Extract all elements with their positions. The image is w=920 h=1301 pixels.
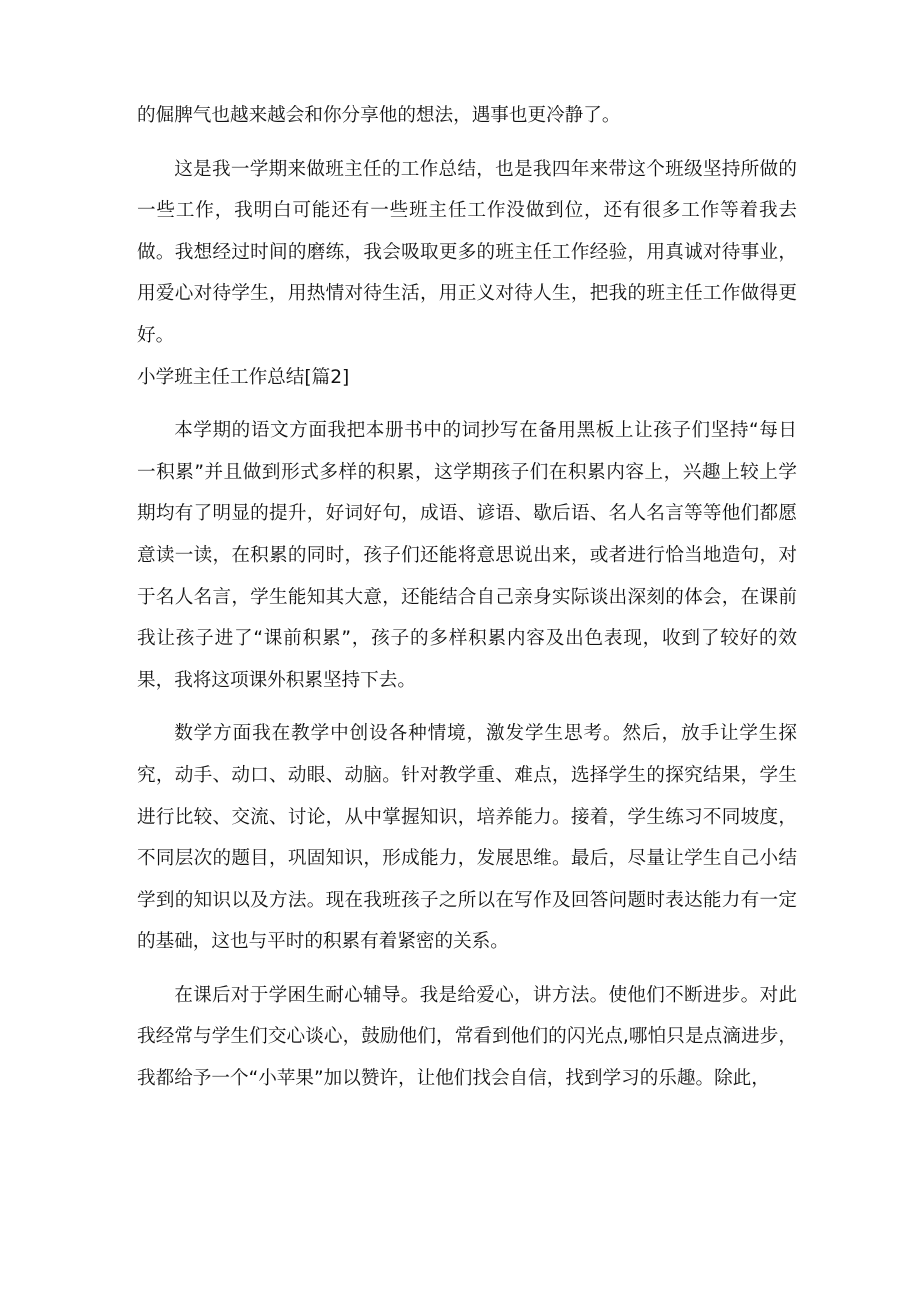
document-page	[137, 95, 797, 1112]
paragraph-chinese-teaching: 本学期的语文方面我把本册书中的词抄写在备用黑板上让孩子们坚持“每日一积累”并且做到形式多样的积累，这学期孩子们在积累内容上，兴趣上较上学期均有了明显的提升，好词好句，成语、谚语、歇后语、名人名言等等他们都愿意读一读，在积累的同时，孩子们还能将意思说出来，或者进行恰当地造句，对于名人名言，学生能知其大意，还能结合自己亲身实际谈出深刻的体会，在课前我让孩子进了“课前积累”，孩子的多样积累内容及出色表现，收到了较好的效果，我将这项课外积累坚持下去。	[137, 420, 797, 691]
paragraph-math-teaching: 数学方面我在教学中创设各种情境，激发学生思考。然后，放手让学生探究，动手、动口、动眼、动脑。针对教学重、难点，选择学生的探究结果，学生进行比较、交流、讨论，从中掌握知识，培养能力。接着，学生练习不同坡度，不同层次的题目，巩固知识，形成能力，发展思维。最后，尽量让学生自己小结学到的知识以及方法。现在我班孩子之所以在写作及回答问题时表达能力有一定的基础，这也与平时的积累有着紧密的关系。	[137, 723, 797, 953]
section-heading: 小学班主任工作总结[篇2]	[137, 366, 350, 388]
paragraph-tutoring: 在课后对于学困生耐心辅导。我是给爱心，讲方法。使他们不断进步。对此我经常与学生们交心谈心，鼓励他们，常看到他们的闪光点,哪怕只是点滴进步，我都给予一个“小苹果”加以赞许，让他们找会自信，找到学习的乐趣。除此，	[137, 984, 797, 1090]
paragraph-continuation: 的倔脾气也越来越会和你分享他的想法，遇事也更冷静了。	[137, 105, 621, 126]
paragraph-summary: 这是我一学期来做班主任的工作总结，也是我四年来带这个班级坚持所做的一些工作，我明白可能还有一些班主任工作没做到位，还有很多工作等着我去做。我想经过时间的磨练，我会吸取更多的班主任工作经验，用真诚对待事业，用爱心对待学生，用热情对待生活，用正义对待人生，把我的班主任工作做得更好。	[137, 158, 797, 346]
